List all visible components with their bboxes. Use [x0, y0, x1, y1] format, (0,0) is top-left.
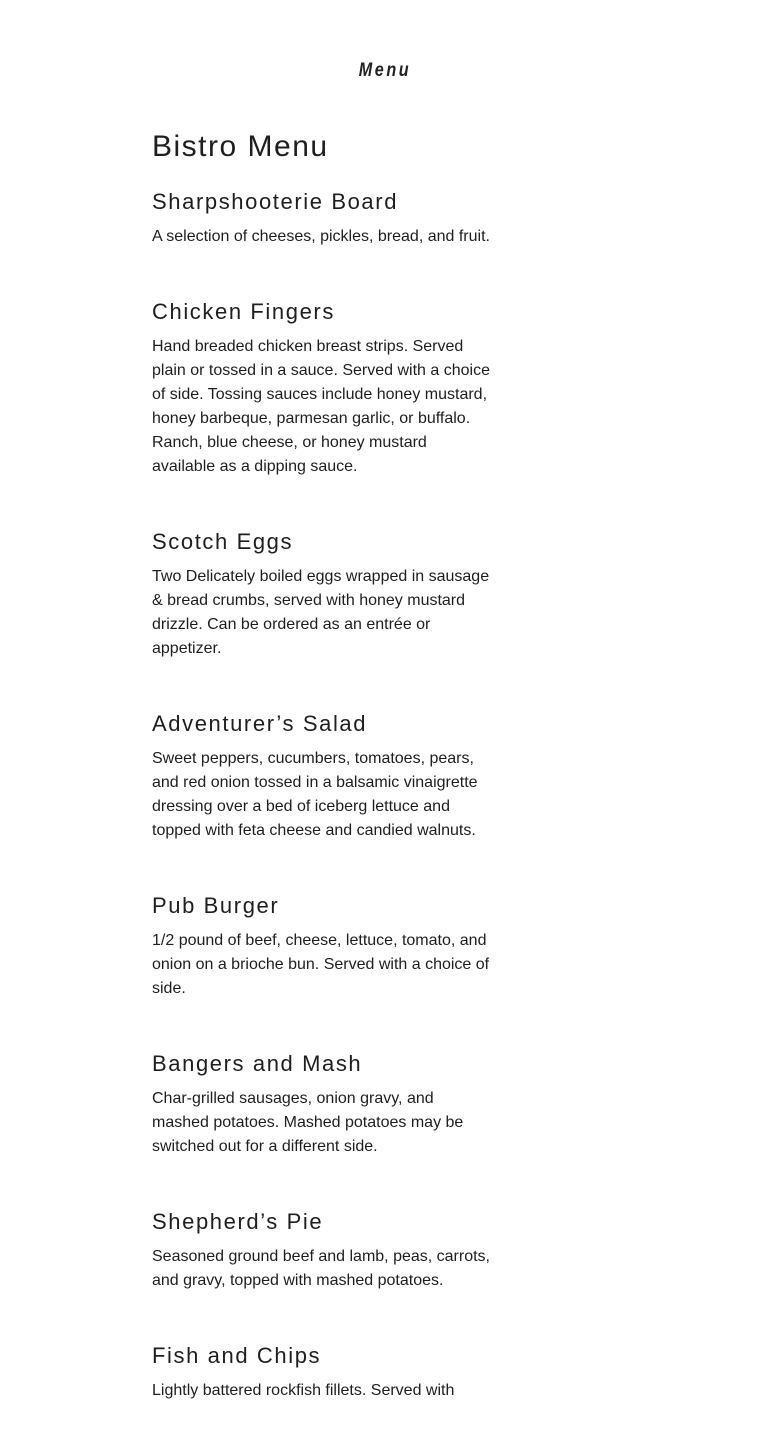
page-title: Bistro Menu: [152, 130, 329, 163]
menu-item-adventurers-salad: [152, 709, 492, 843]
menu-item-description: Lightly battered rockfish fillets. Served with: [152, 1382, 455, 1399]
menu-item-name: Bangers and Mash: [152, 1051, 363, 1076]
menu-content: [152, 127, 492, 1451]
menu-item-description: Seasoned ground beef and lamb, peas, carrots, and gravy, topped with mashed potatoes.: [152, 1248, 490, 1289]
menu-item-name: Sharpshooterie Board: [152, 189, 399, 214]
menu-item-bangers-and-mash: [152, 1049, 492, 1159]
menu-item-name: Fish and Chips: [152, 1343, 322, 1368]
menu-item-name: Shepherd’s Pie: [152, 1209, 324, 1234]
menu-item-description: A selection of cheeses, pickles, bread, and fruit.: [152, 228, 490, 245]
menu-item-description: Char-grilled sausages, onion gravy, and mashed potatoes. Mashed potatoes may be switched out for a different side.: [152, 1090, 464, 1155]
menu-item-description: Sweet peppers, cucumbers, tomatoes, pears, and red onion tossed in a balsamic vinaigrette dressing over a bed of iceberg lettuce and topped with feta cheese and candied walnuts.: [152, 750, 478, 839]
menu-item-fish-and-chips: [152, 1341, 492, 1403]
site-title[interactable]: Menu: [358, 60, 412, 81]
menu-item-name: Scotch Eggs: [152, 529, 294, 554]
menu-item-scotch-eggs: [152, 527, 492, 661]
menu-item-pub-burger: [152, 891, 492, 1001]
menu-item-chicken-fingers: [152, 297, 492, 479]
menu-item-sharpshooterie-board: [152, 187, 492, 249]
menu-item-description: Hand breaded chicken breast strips. Served plain or tossed in a sauce. Served with a choice of side. Tossing sauces include honey mustard, honey barbeque, parmesan garlic, or buffalo. Ranch, blue cheese, or honey mustard available as a dipping sauce.: [152, 338, 490, 475]
menu-item-name: Adventurer’s Salad: [152, 711, 368, 736]
menu-item-description: 1/2 pound of beef, cheese, lettuce, tomato, and onion on a brioche bun. Served with a choice of side.: [152, 932, 490, 997]
menu-item-shepherds-pie: [152, 1207, 492, 1293]
menu-item-name: Chicken Fingers: [152, 299, 335, 324]
menu-item-description: Two Delicately boiled eggs wrapped in sausage & bread crumbs, served with honey mustard drizzle. Can be ordered as an entrée or appetizer.: [152, 568, 490, 657]
menu-item-name: Pub Burger: [152, 893, 280, 918]
